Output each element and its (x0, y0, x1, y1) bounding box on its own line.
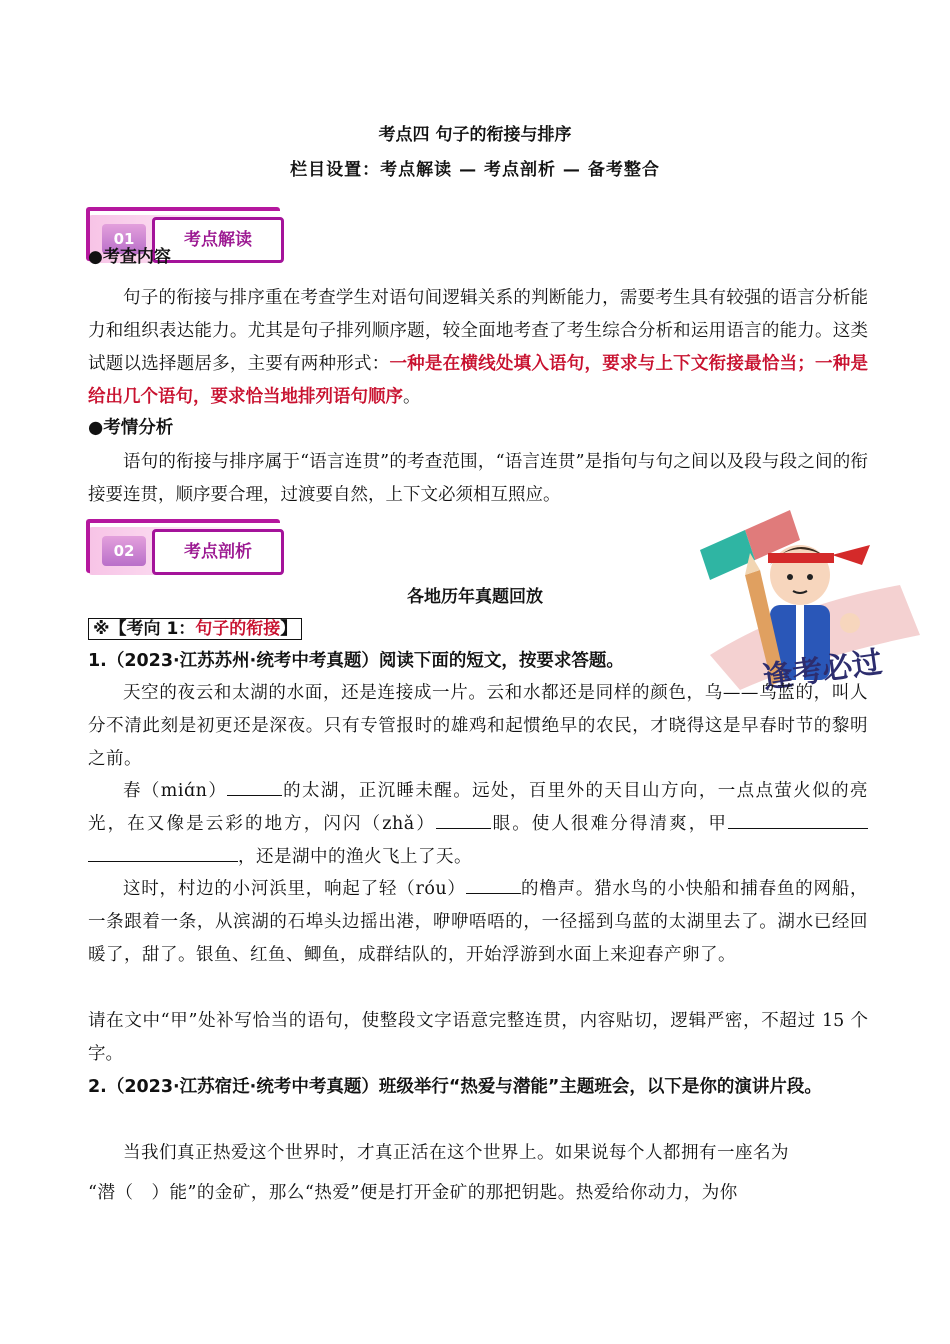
section-number: 01 (102, 224, 146, 254)
q1-instruction: 请在文中“甲”处补写恰当的语句，使整段文字语意完整连贯，内容贴切，逻辑严密，不超过 15 个字。 (88, 1011, 868, 1064)
section-banner-02 (88, 517, 283, 575)
q1-paragraph-2: 春（miɑ́n） 的太湖，正沉睡未醒。远处，百里外的天目山方向，一点点萤火似的亮光，在又像是云彩的地方，闪闪（zhǎ） 眼。使人很难分得清爽，甲，还是湖中的渔火飞上了天。 (88, 775, 868, 874)
blank-field (466, 876, 521, 895)
clipped-heading: ●考查内容 (88, 247, 171, 267)
q2-paragraph-1: 当我们真正热爱这个世界时，才真正活在这个世界上。如果说每个人都拥有一座名为 (123, 1143, 789, 1163)
highlight-text: 一种是在横线处填入语句，要求与上下文衔接最恰当；一种是给出几个语句，要求恰当地排列语句顺序 (88, 354, 868, 407)
illustration-caption: 逢考必过 (760, 644, 885, 697)
section-number: 02 (102, 536, 146, 566)
q2-paragraph-2: “潜（ ）能”的金矿，那么“热爱”便是打开金矿的那把钥匙。热爱给你动力，为你 (88, 1183, 738, 1203)
analysis-heading: ●考情分析 (88, 418, 174, 438)
analysis-paragraph: 语句的衔接与排序属于“语言连贯”的考查范围，“语言连贯”是指句与句之间以及段与段之间的衔接要连贯，顺序要合理，过渡要自然，上下文必须相互照应。 (88, 452, 868, 505)
page-title: 考点四 句子的衔接与排序 (378, 125, 572, 145)
direction-label: ※【考向 1：句子的衔接】 (88, 614, 302, 639)
q1-paragraph-3: 这时，村边的小河浜里，响起了轻（róu） 的橹声。猎水鸟的小快船和捕春鱼的网船，一条跟着一条，从滨湖的石埠头边摇出港，咿咿唔唔的，一径摇到乌蓝的太湖里去了。湖水已经回暖了，甜了。银鱼、红鱼、鲫鱼，成群结队的，开始浮游到水面上来迎春产卵了。 (88, 873, 868, 972)
section1-paragraph: 句子的衔接与排序重在考查学生对语句间逻辑关系的判断能力，需要考生具有较强的语言分析能力和组织表达能力。尤其是句子排列顺序题，较全面地考查了考生综合分析和运用语言的能力。这类试题以选择题居多，主要有两种形式：一种是在横线处填入语句，要求与上下文衔接最恰当；一种是给出几个语句，要求恰当地排列语句顺序。 (88, 288, 868, 407)
page-subtitle: 栏目设置：考点解读 — 考点剖析 — 备考整合 (290, 160, 660, 180)
q2-stem: 2.（2023·江苏宿迁·统考中考真题）班级举行“热爱与潜能”主题班会，以下是你的演讲片段。 (88, 1077, 822, 1097)
section-label: 考点解读 (152, 217, 284, 263)
blank-field (227, 778, 282, 797)
answer-blank (728, 811, 868, 830)
blank-field (436, 811, 491, 830)
section2-title: 各地历年真题回放 (407, 587, 543, 607)
section-label: 考点剖析 (152, 529, 284, 575)
answer-blank (88, 844, 238, 863)
q1-stem: 1.（2023·江苏苏州·统考中考真题）阅读下面的短文，按要求答题。 (88, 651, 624, 671)
q1-paragraph-1: 天空的夜云和太湖的水面，还是连接成一片。云和水都还是同样的颜色，乌——乌蓝的，叫人分不清此刻是初更还是深夜。只有专管报时的雄鸡和起惯绝早的农民，才晓得这是早春时节的黎明之前。 (88, 683, 868, 769)
